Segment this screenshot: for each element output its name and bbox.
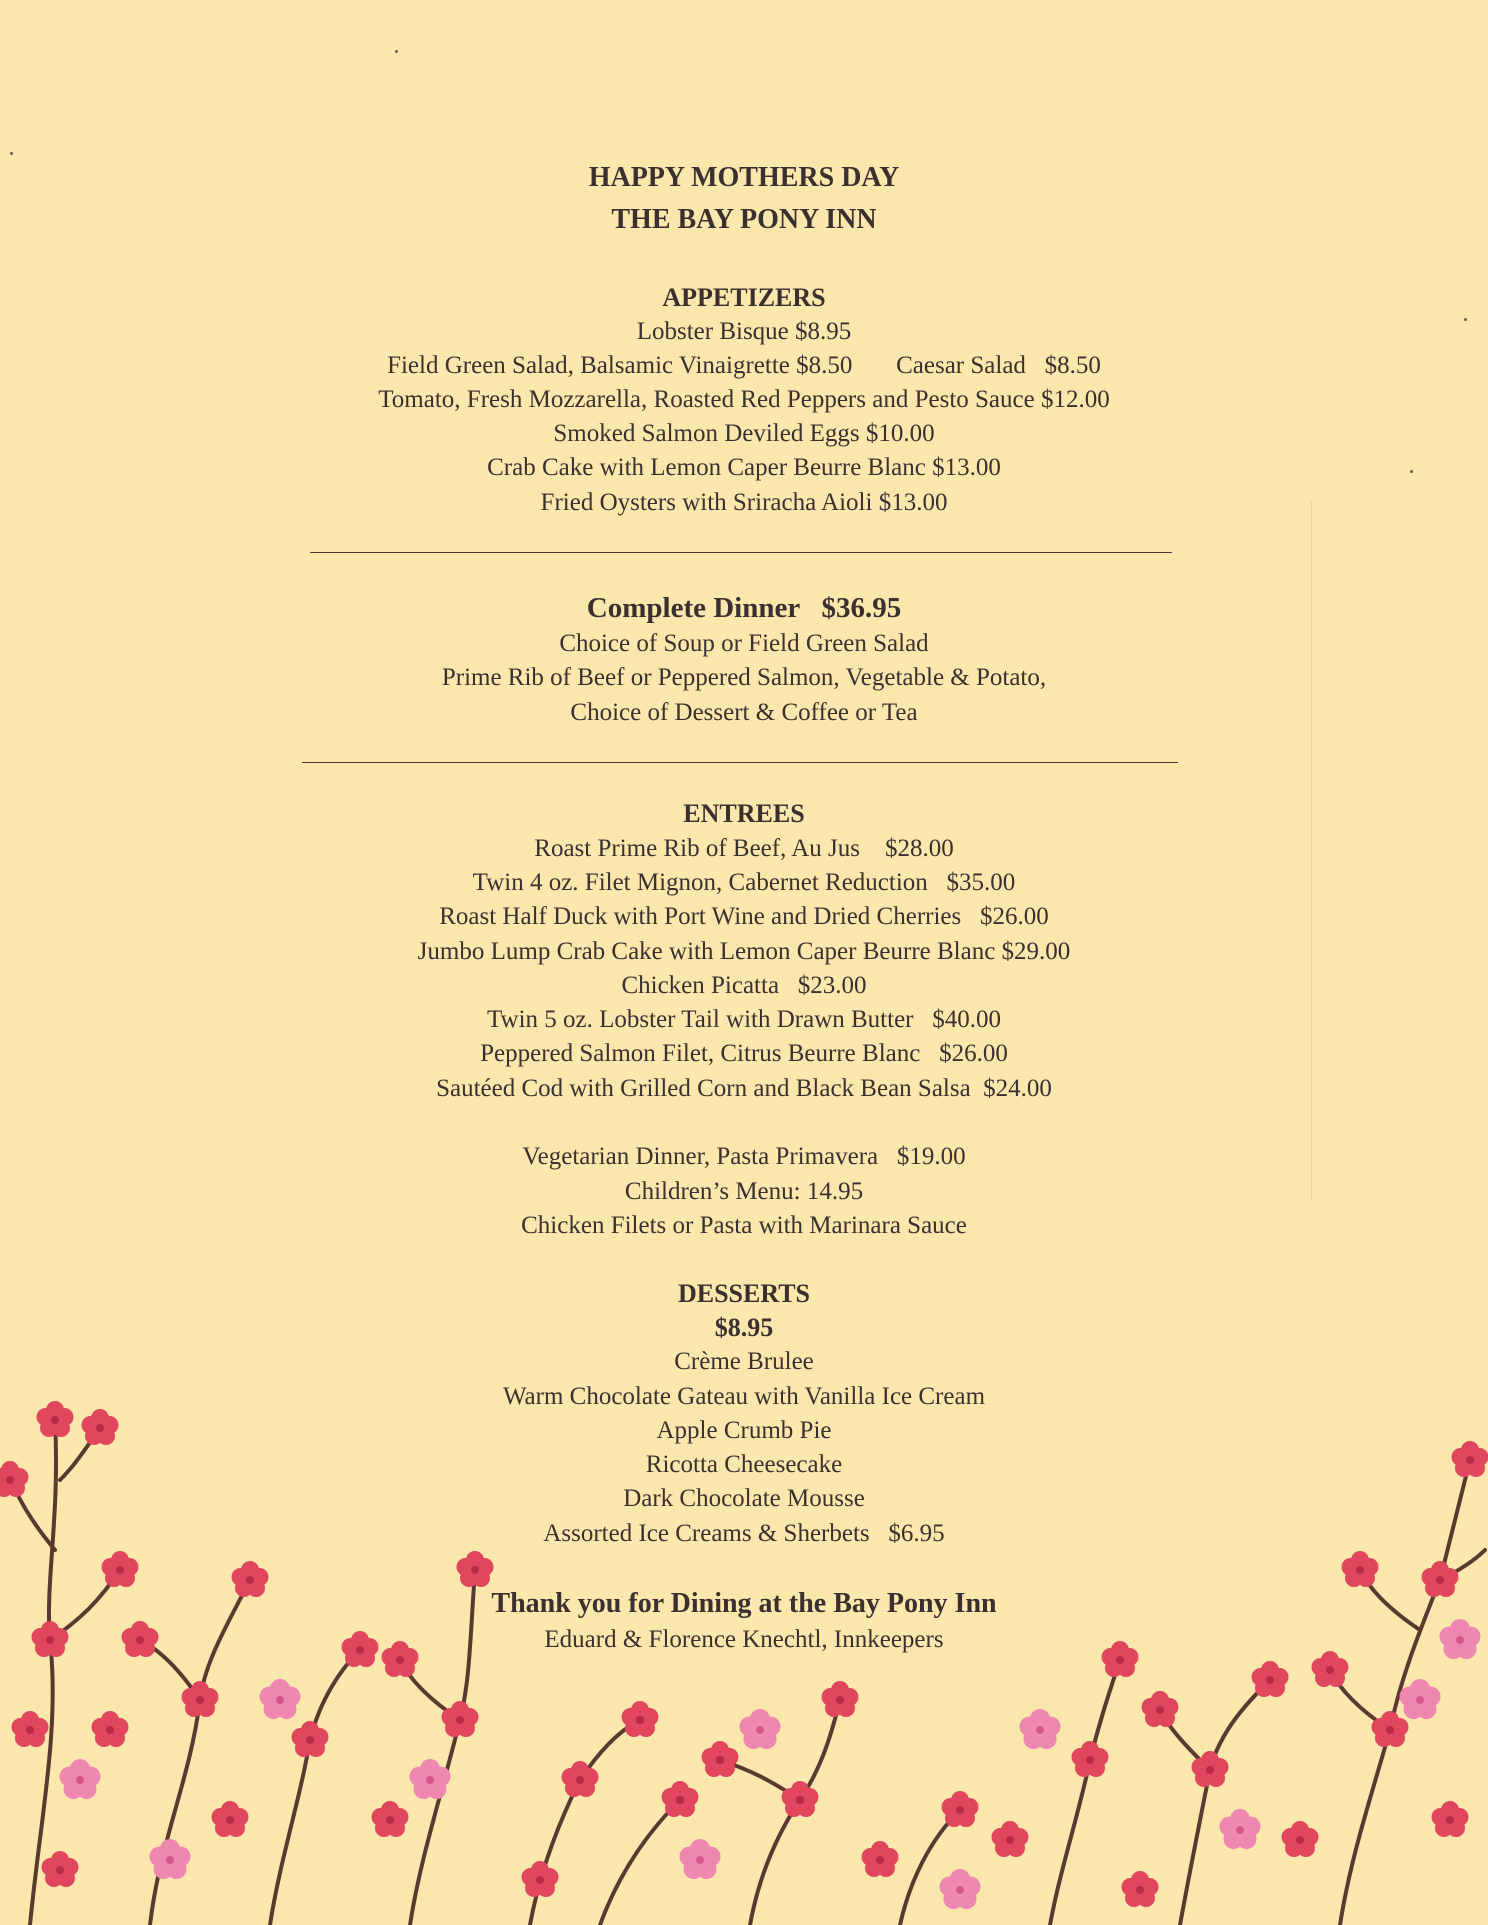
thank-you-message: Thank you for Dining at the Bay Pony Inn xyxy=(491,1588,997,1619)
entree-item: Peppered Salmon Filet, Citrus Beurre Blanc $26.00 xyxy=(480,1040,1008,1067)
section-divider xyxy=(302,762,1178,763)
appetizer-item: Smoked Salmon Deviled Eggs $10.00 xyxy=(553,420,935,447)
inn-name: THE BAY PONY INN xyxy=(611,204,877,235)
entree-item: Jumbo Lump Crab Cake with Lemon Caper Beurre Blanc $29.00 xyxy=(417,938,1071,965)
desserts-heading: DESSERTS xyxy=(677,1279,811,1308)
childrens-menu-options: Chicken Filets or Pasta with Marinara Sauce xyxy=(521,1212,967,1239)
appetizer-item: Crab Cake with Lemon Caper Beurre Blanc $13.00 xyxy=(487,454,1001,481)
appetizer-item: Fried Oysters with Sriracha Aioli $13.00 xyxy=(540,489,948,516)
entree-item: Sautéed Cod with Grilled Corn and Black Bean Salsa $24.00 xyxy=(436,1075,1052,1102)
dessert-item: Apple Crumb Pie xyxy=(656,1417,832,1444)
entree-item: Twin 5 oz. Lobster Tail with Drawn Butter $40.00 xyxy=(486,1006,1001,1033)
dessert-item: Crème Brulee xyxy=(674,1348,814,1375)
complete-dinner-line: Choice of Dessert & Coffee or Tea xyxy=(570,699,918,726)
entrees-heading: ENTREES xyxy=(683,799,805,828)
appetizers-heading: APPETIZERS xyxy=(662,283,826,312)
paper-speck xyxy=(1464,318,1467,321)
desserts-price: $8.95 xyxy=(714,1313,774,1342)
entree-item: Twin 4 oz. Filet Mignon, Cabernet Reduction $35.00 xyxy=(472,869,1016,896)
section-divider xyxy=(310,552,1172,553)
entree-item: Roast Prime Rib of Beef, Au Jus $28.00 xyxy=(534,835,954,862)
complete-dinner-line: Choice of Soup or Field Green Salad xyxy=(559,630,929,657)
innkeepers-signoff: Eduard & Florence Knechtl, Innkeepers xyxy=(544,1626,944,1653)
paper-speck xyxy=(1410,470,1413,473)
dessert-item: Dark Chocolate Mousse xyxy=(623,1485,865,1512)
paper-fold-line xyxy=(1311,500,1312,1200)
vegetarian-item: Vegetarian Dinner, Pasta Primavera $19.00 xyxy=(522,1143,966,1170)
entree-item: Roast Half Duck with Port Wine and Dried Cherries $26.00 xyxy=(439,903,1049,930)
dessert-item: Ricotta Cheesecake xyxy=(645,1451,843,1478)
appetizer-item: Tomato, Fresh Mozzarella, Roasted Red Peppers and Pesto Sauce $12.00 xyxy=(378,386,1110,413)
complete-dinner-line: Prime Rib of Beef or Peppered Salmon, Vegetable & Potato, xyxy=(441,664,1047,691)
appetizer-item: Field Green Salad, Balsamic Vinaigrette $8.50 Caesar Salad $8.50 xyxy=(387,352,1101,379)
appetizer-item: Lobster Bisque $8.95 xyxy=(636,318,852,345)
complete-dinner-heading: Complete Dinner $36.95 xyxy=(586,592,902,624)
dessert-item: Warm Chocolate Gateau with Vanilla Ice Cream xyxy=(502,1383,986,1410)
paper-speck xyxy=(10,152,13,155)
dessert-item: Assorted Ice Creams & Sherbets $6.95 xyxy=(543,1520,945,1547)
cherry-blossom-border xyxy=(0,1400,1488,1925)
childrens-menu: Children’s Menu: 14.95 xyxy=(624,1178,864,1205)
entree-item: Chicken Picatta $23.00 xyxy=(621,972,867,999)
paper-speck xyxy=(395,50,398,53)
menu-title: HAPPY MOTHERS DAY xyxy=(588,162,900,193)
